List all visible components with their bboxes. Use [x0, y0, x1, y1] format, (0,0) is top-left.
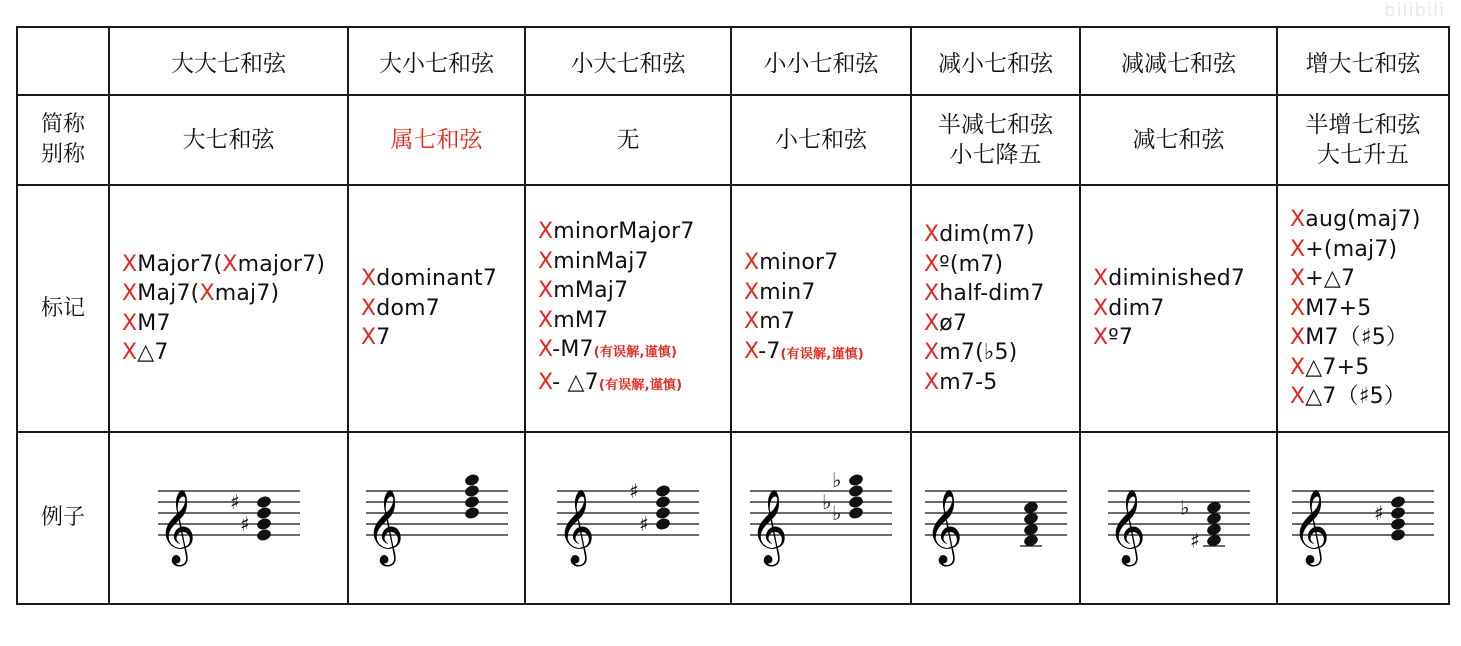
root-placeholder: X	[924, 369, 940, 395]
row-label-notation: 标记	[17, 185, 109, 432]
notation-text: diminished7	[1108, 266, 1246, 292]
notation-line	[744, 278, 910, 308]
alias-text: 属七和弦	[390, 127, 483, 153]
note-head	[848, 495, 865, 510]
staff-example-cell	[1080, 432, 1277, 604]
staff-notation	[154, 463, 304, 573]
root-placeholder: X	[122, 251, 138, 277]
notation-cell	[109, 185, 348, 432]
notation-text: M7+5	[1305, 295, 1372, 321]
treble-clef-icon: 𝄞	[924, 490, 963, 564]
flat-icon: ♭	[832, 468, 842, 492]
notation-line	[538, 247, 730, 277]
notation-line	[361, 323, 524, 353]
note-head	[255, 506, 272, 521]
root-placeholder: X	[1290, 207, 1306, 233]
notation-line	[1290, 235, 1448, 265]
notation-line	[538, 306, 730, 336]
notation-row	[17, 185, 1449, 432]
staff-example-cell	[525, 432, 731, 604]
alias-text: 半增七和弦	[1305, 112, 1421, 138]
root-placeholder: X	[924, 251, 940, 277]
note-head	[463, 484, 480, 499]
root-placeholder: X	[924, 281, 940, 306]
notation-text: half-dim7	[939, 281, 1045, 306]
treble-clef-icon: 𝄞	[157, 490, 196, 564]
caution-note: (有误解,谨慎)	[598, 377, 683, 393]
seventh-chord-table	[16, 26, 1450, 605]
column-header-diminished-minor-seventh: 减小七和弦	[911, 27, 1080, 95]
notation-line	[1093, 264, 1276, 294]
alias-cell	[1277, 95, 1449, 185]
root-placeholder: X	[538, 278, 554, 303]
alias-text: 小七和弦	[775, 127, 867, 153]
notation-line	[1290, 353, 1448, 383]
notation-cell	[911, 185, 1080, 432]
alias-row	[17, 95, 1449, 185]
notation-text: major7)	[237, 251, 326, 277]
alias-text: 小七降五	[949, 142, 1042, 168]
staff-notation	[1104, 463, 1254, 573]
column-header-augmented-major-seventh: 增大七和弦	[1277, 27, 1449, 95]
notation-text: m7	[759, 309, 796, 334]
notation-text: minorMajor7	[553, 219, 695, 244]
treble-clef-icon: 𝄞	[1107, 490, 1146, 564]
sharp-icon: ♯	[1189, 528, 1200, 553]
notation-text: maj7)	[214, 281, 280, 306]
note-head	[1390, 528, 1407, 543]
root-placeholder: X	[744, 250, 760, 275]
treble-clef-icon: 𝄞	[557, 490, 595, 564]
staff-notation	[362, 463, 512, 573]
column-header-diminished-diminished-seventh: 减减七和弦	[1080, 27, 1277, 95]
column-header-major-minor-seventh: 大小七和弦	[348, 27, 525, 95]
note-head	[255, 495, 272, 510]
root-placeholder: X	[361, 325, 377, 351]
notation-text: +△7	[1305, 266, 1356, 292]
staff-notation	[1288, 463, 1438, 573]
sharp-icon: ♯	[629, 479, 639, 503]
note-head	[655, 506, 672, 521]
notation-line	[361, 294, 524, 324]
notation-line	[924, 220, 1079, 250]
root-placeholder: X	[361, 266, 377, 292]
note-head	[1390, 506, 1407, 521]
root-placeholder: X	[1290, 266, 1306, 292]
row-label-alias	[17, 95, 109, 185]
root-placeholder: X	[122, 281, 138, 306]
note-head	[848, 473, 865, 488]
notation-line	[744, 248, 910, 278]
root-placeholder: X	[744, 309, 760, 334]
note-head	[463, 506, 480, 521]
notation-line	[744, 307, 910, 337]
notation-line	[122, 250, 347, 280]
notation-text: min7	[759, 279, 816, 305]
note-head	[463, 473, 480, 488]
notation-line	[1093, 323, 1276, 353]
root-placeholder: X	[538, 248, 554, 274]
sharp-icon: ♯	[239, 512, 250, 536]
row-label-alias-line-1: 简称	[40, 112, 85, 137]
notation-cell	[348, 185, 525, 432]
note-head	[255, 528, 272, 543]
notation-text: △7	[137, 340, 169, 365]
notation-line	[1290, 205, 1448, 235]
root-placeholder: X	[1290, 236, 1306, 262]
notation-line	[1290, 264, 1448, 294]
notation-text: 7	[376, 325, 391, 351]
notation-text: +(maj7)	[1305, 236, 1398, 262]
notation-text: M7（♯5）	[1305, 325, 1409, 351]
notation-text: Major7(	[137, 251, 223, 277]
notation-cell	[525, 185, 731, 432]
alias-text: 半减七和弦	[938, 112, 1053, 138]
staff-notation	[553, 463, 703, 573]
alias-cell	[1080, 95, 1277, 185]
note-head	[655, 484, 672, 499]
notation-line	[924, 309, 1079, 339]
notation-text: M7	[137, 310, 171, 336]
notation-line	[1093, 294, 1276, 324]
notation-line	[924, 368, 1079, 398]
staff-example-cell	[911, 432, 1080, 604]
staff-example-cell	[109, 432, 348, 604]
notation-text: dim(m7)	[939, 222, 1035, 247]
root-placeholder: X	[1093, 295, 1109, 321]
staff-example-cell	[1277, 432, 1449, 604]
sharp-icon: ♯	[229, 490, 240, 514]
notation-line	[924, 338, 1079, 368]
staff-notation	[746, 463, 896, 573]
note-head	[655, 495, 672, 510]
notation-line	[122, 338, 347, 368]
notation-line	[1290, 294, 1448, 324]
notation-line	[538, 217, 730, 247]
watermark-logo: bilibili	[1384, 0, 1445, 21]
root-placeholder: X	[924, 222, 940, 247]
notation-cell	[1277, 185, 1449, 432]
notation-line	[538, 276, 730, 306]
notation-line	[361, 264, 524, 294]
caution-note: (有误解,谨慎)	[593, 345, 678, 360]
notation-text: - △7	[552, 369, 599, 395]
notation-text: dim7	[1108, 295, 1165, 321]
notation-text: △7（♯5）	[1305, 384, 1407, 410]
column-header-minor-minor-seventh: 小小七和弦	[731, 27, 911, 95]
notation-line	[924, 279, 1079, 309]
alias-cell	[348, 95, 525, 185]
treble-clef-icon: 𝄞	[365, 490, 404, 564]
root-placeholder: X	[1290, 325, 1306, 351]
note-head	[1390, 517, 1407, 532]
root-placeholder: X	[538, 219, 554, 244]
notation-cell	[1080, 185, 1277, 432]
notation-text: º(m7)	[939, 251, 1004, 277]
staff-example-cell	[731, 432, 911, 604]
notation-text: -7	[758, 338, 781, 364]
row-label-example: 例子	[17, 432, 109, 604]
notation-line	[122, 279, 347, 309]
notation-text: dominant7	[376, 266, 498, 292]
sharp-icon: ♯	[1374, 501, 1384, 525]
notation-text: minMaj7	[553, 248, 649, 274]
root-placeholder: X	[122, 340, 138, 365]
alias-cell	[109, 95, 348, 185]
column-header-minor-major-seventh: 小大七和弦	[525, 27, 731, 95]
root-placeholder: X	[538, 369, 553, 395]
flat-icon: ♭	[822, 490, 832, 514]
notation-line	[538, 368, 730, 401]
root-placeholder: X	[199, 281, 215, 306]
flat-icon: ♭	[832, 501, 842, 525]
flat-icon: ♭	[1179, 495, 1189, 520]
root-placeholder: X	[222, 251, 238, 277]
notation-text: mMaj7	[553, 278, 629, 303]
notation-text: m7(♭5)	[939, 340, 1018, 365]
alias-cell	[525, 95, 731, 185]
notation-line	[1290, 323, 1448, 353]
root-placeholder: X	[1290, 295, 1306, 321]
alias-text: 大七和弦	[182, 127, 275, 153]
notation-text: m7-5	[939, 369, 998, 395]
notation-text: minor7	[759, 250, 839, 275]
notation-text: Maj7(	[137, 281, 200, 306]
alias-text: 无	[616, 127, 640, 153]
row-label-alias-line-2: 别称	[40, 142, 85, 167]
note-head	[848, 506, 865, 521]
alias-text: 大七升五	[1317, 142, 1409, 168]
treble-clef-icon: 𝄞	[750, 490, 788, 564]
notation-text: △7+5	[1305, 354, 1370, 380]
notation-line	[1290, 382, 1448, 412]
root-placeholder: X	[924, 340, 940, 365]
root-placeholder: X	[538, 337, 553, 362]
caution-note: (有误解,谨慎)	[780, 346, 864, 362]
treble-clef-icon: 𝄞	[1292, 490, 1330, 564]
note-head	[255, 517, 272, 532]
root-placeholder: X	[924, 310, 940, 336]
alias-cell	[731, 95, 911, 185]
corner-cell	[17, 27, 109, 95]
alias-cell	[911, 95, 1080, 185]
notation-cell	[731, 185, 911, 432]
alias-text: 减七和弦	[1132, 127, 1225, 153]
root-placeholder: X	[744, 279, 760, 305]
notation-text: aug(maj7)	[1305, 207, 1421, 233]
root-placeholder: X	[744, 338, 759, 364]
root-placeholder: X	[1093, 266, 1109, 292]
root-placeholder: X	[1093, 325, 1109, 351]
notation-line	[122, 309, 347, 339]
root-placeholder: X	[1290, 384, 1306, 410]
note-head	[655, 517, 672, 532]
notation-text: dom7	[376, 295, 440, 321]
staff-notation	[921, 463, 1071, 573]
notation-text: º7	[1108, 325, 1134, 351]
sharp-icon: ♯	[639, 512, 649, 536]
note-head	[848, 484, 865, 499]
notation-text: -M7	[552, 337, 594, 362]
root-placeholder: X	[538, 307, 554, 333]
root-placeholder: X	[361, 295, 377, 321]
header-row	[17, 27, 1449, 95]
staff-example-cell	[348, 432, 525, 604]
note-head	[1390, 495, 1407, 510]
notation-line	[744, 337, 910, 370]
root-placeholder: X	[122, 310, 138, 336]
root-placeholder: X	[1290, 354, 1306, 380]
notation-text: ø7	[939, 310, 968, 336]
note-head	[463, 495, 480, 510]
example-row	[17, 432, 1449, 604]
notation-line	[538, 335, 730, 368]
notation-line	[924, 250, 1079, 280]
notation-text: mM7	[553, 307, 609, 333]
column-header-major-major-seventh: 大大七和弦	[109, 27, 348, 95]
